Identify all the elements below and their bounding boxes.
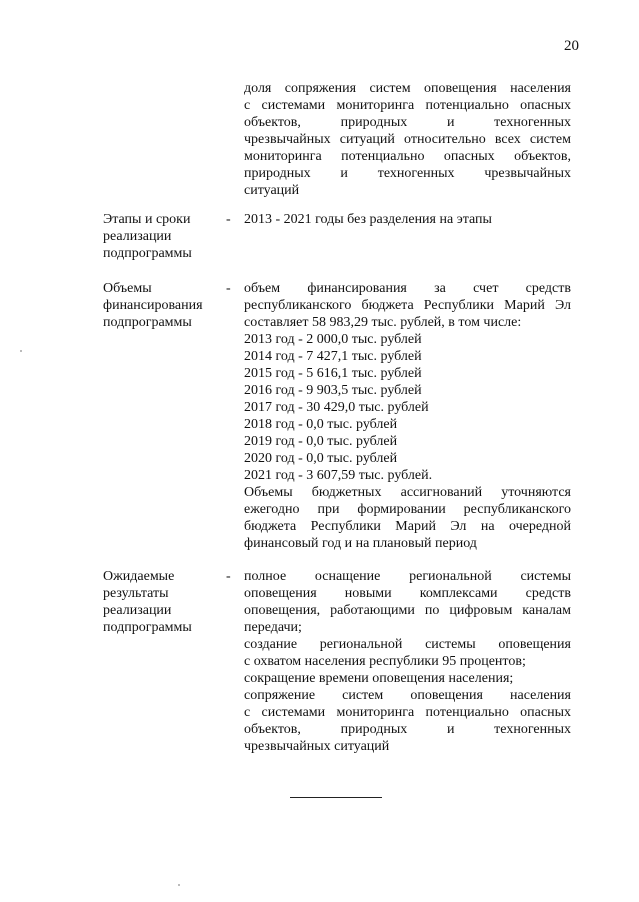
closing-rule — [290, 797, 382, 798]
text-line: природных и техногенных чрезвычайных — [244, 166, 571, 181]
year-amount: 2014 год - 7 427,1 тыс. рублей — [244, 349, 422, 364]
text-line: республиканского бюджета Республики Марий Эл — [244, 298, 571, 313]
year-amount: 2013 год - 2 000,0 тыс. рублей — [244, 332, 422, 347]
year-amount: 2021 год - 3 607,59 тыс. рублей. — [244, 468, 433, 483]
label-line: Ожидаемые — [103, 569, 175, 584]
text-line: ситуаций — [244, 183, 300, 198]
text-line: объектов, природных и техногенных — [244, 115, 571, 130]
text-line: ежегодно при формировании республиканского — [244, 502, 571, 517]
section-label-financing — [103, 280, 213, 331]
label-line: Объемы — [103, 281, 152, 296]
text-line: чрезвычайных ситуаций — [244, 739, 390, 754]
text-line: доля сопряжения систем оповещения населения — [244, 81, 571, 96]
section-label-stages — [103, 211, 213, 262]
label-line: Этапы и сроки — [103, 212, 191, 227]
label-line: реализации — [103, 603, 172, 618]
text-line: Объемы бюджетных ассигнований уточняются — [244, 485, 571, 500]
section-text-stages — [244, 211, 571, 228]
text-line: полное оснащение региональной системы — [244, 569, 571, 584]
text-line: с системами мониторинга потенциально опасных — [244, 705, 571, 720]
text-line: 2013 - 2021 годы без разделения на этапы — [244, 212, 492, 227]
text-line: оповещения, работающими по цифровым каналам — [244, 603, 571, 618]
text-line: составляет 58 983,29 тыс. рублей, в том числе: — [244, 315, 522, 330]
text-line: оповещения новыми комплексами средств — [244, 586, 571, 601]
page-number: 20 — [564, 38, 579, 54]
section-label-results — [103, 568, 213, 636]
scan-speck — [20, 350, 22, 352]
text-line: создание региональной системы оповещения — [244, 637, 571, 652]
text-line: сокращение времени оповещения населения; — [244, 671, 514, 686]
dash-separator: - — [226, 212, 231, 227]
label-line: реализации — [103, 229, 172, 244]
year-amount: 2015 год - 5 616,1 тыс. рублей — [244, 366, 422, 381]
year-amount: 2017 год - 30 429,0 тыс. рублей — [244, 400, 429, 415]
text-line: объем финансирования за счет средств — [244, 281, 571, 296]
text-line: с охватом населения республики 95 процентов; — [244, 654, 526, 669]
label-line: подпрограммы — [103, 315, 192, 330]
text-line: бюджета Республики Марий Эл на очередной — [244, 519, 571, 534]
label-line: финансирования — [103, 298, 203, 313]
year-amount: 2020 год - 0,0 тыс. рублей — [244, 451, 398, 466]
label-line: подпрограммы — [103, 246, 192, 261]
dash-separator: - — [226, 569, 231, 584]
section-text-financing — [244, 280, 571, 552]
text-line: чрезвычайных ситуаций относительно всех систем — [244, 132, 571, 147]
label-line: результаты — [103, 586, 169, 601]
text-line: сопряжение систем оповещения населения — [244, 688, 571, 703]
year-amount: 2019 год - 0,0 тыс. рублей — [244, 434, 398, 449]
year-amount: 2018 год - 0,0 тыс. рублей — [244, 417, 398, 432]
text-line: мониторинга потенциально опасных объектов, — [244, 149, 571, 164]
text-line: финансовый год и на плановый период — [244, 536, 477, 551]
scan-speck — [178, 884, 180, 886]
label-line: подпрограммы — [103, 620, 192, 635]
text-line: объектов, природных и техногенных — [244, 722, 571, 737]
text-line: с системами мониторинга потенциально опасных — [244, 98, 571, 113]
intro-paragraph — [244, 80, 571, 199]
dash-separator: - — [226, 281, 231, 296]
section-text-results — [244, 568, 571, 755]
text-line: передачи; — [244, 620, 302, 635]
year-amount: 2016 год - 9 903,5 тыс. рублей — [244, 383, 422, 398]
